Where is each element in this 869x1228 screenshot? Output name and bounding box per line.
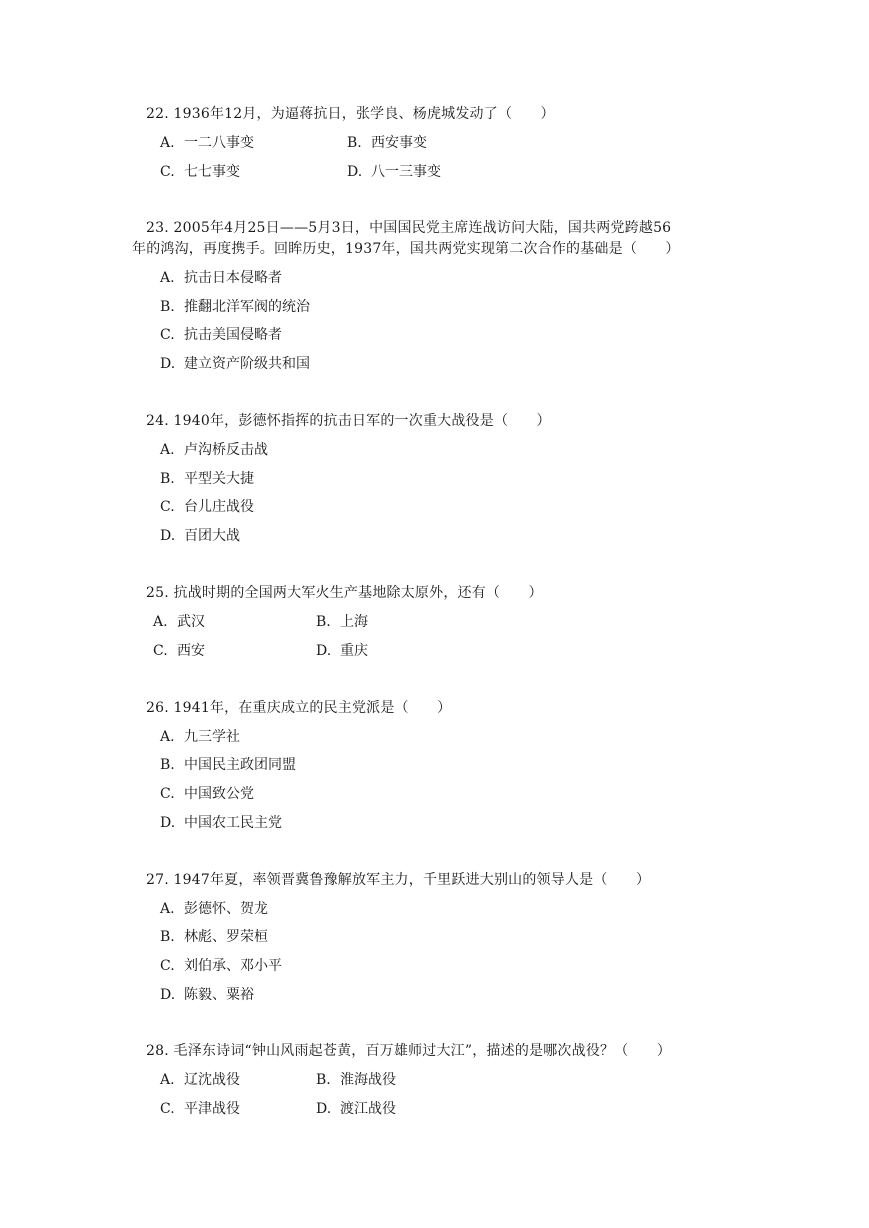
- option-letter: D.: [160, 815, 176, 831]
- option-c: [160, 787, 254, 801]
- option-letter: D.: [160, 356, 176, 372]
- option-a: [160, 271, 282, 285]
- option-a: [160, 730, 240, 744]
- option-b: [316, 1073, 396, 1087]
- option-text: 西安事变: [371, 135, 427, 151]
- option-letter: A.: [160, 270, 175, 286]
- option-letter: B.: [316, 614, 331, 630]
- option-letter: C.: [160, 327, 175, 343]
- option-text: 平型关大捷: [184, 471, 254, 487]
- option-text: 八一三事变: [371, 164, 441, 180]
- option-text: 渡江战役: [340, 1101, 396, 1117]
- question-stem: 28. 毛泽东诗词“钟山风雨起苍黄，百万雄师过大江”，描述的是哪次战役？（ ）: [146, 1043, 672, 1059]
- option-b: [316, 615, 368, 629]
- option-letter: C.: [160, 786, 175, 802]
- option-b: [160, 300, 310, 314]
- option-a: [160, 902, 268, 916]
- option-b: [160, 472, 254, 486]
- option-letter: C.: [153, 643, 168, 659]
- option-a: [160, 1073, 240, 1087]
- option-letter: C.: [160, 499, 175, 515]
- option-letter: B.: [160, 471, 175, 487]
- option-letter: D.: [316, 1101, 332, 1117]
- option-d: [160, 816, 282, 830]
- option-letter: A.: [153, 614, 168, 630]
- option-text: 刘伯承、邓小平: [184, 958, 282, 974]
- option-text: 抗击日本侵略者: [184, 270, 282, 286]
- option-text: 林彪、罗荣桓: [184, 929, 268, 945]
- option-text: 台儿庄战役: [184, 499, 254, 515]
- option-d: [347, 165, 441, 179]
- option-c: [160, 328, 282, 342]
- option-letter: D.: [160, 987, 176, 1003]
- option-b: [347, 136, 427, 150]
- option-d: [160, 357, 310, 371]
- option-letter: A.: [160, 729, 175, 745]
- option-letter: B.: [160, 757, 175, 773]
- option-b: [160, 930, 268, 944]
- option-text: 卢沟桥反击战: [184, 442, 268, 458]
- option-text: 百团大战: [184, 528, 240, 544]
- question-stem: 22. 1936年12月，为逼蒋抗日，张学良、杨虎城发动了（ ）: [146, 106, 555, 122]
- option-letter: D.: [160, 528, 176, 544]
- option-text: 西安: [177, 643, 205, 659]
- option-text: 抗击美国侵略者: [184, 327, 282, 343]
- option-text: 七七事变: [184, 164, 240, 180]
- option-text: 推翻北洋军阀的统治: [184, 299, 310, 315]
- option-c: [153, 644, 205, 658]
- option-b: [160, 758, 296, 772]
- option-letter: B.: [160, 929, 175, 945]
- question-stem: 26. 1941年，在重庆成立的民主党派是（ ）: [146, 700, 452, 716]
- option-letter: C.: [160, 164, 175, 180]
- question-stem: 25. 抗战时期的全国两大军火生产基地除太原外，还有（ ）: [146, 585, 543, 601]
- option-letter: C.: [160, 1101, 175, 1117]
- option-text: 陈毅、粟裕: [184, 987, 254, 1003]
- question-stem-line-2: 年的鸿沟，再度携手。回眸历史，1937年，国共两党实现第二次合作的基础是（ ）: [132, 241, 680, 257]
- option-text: 武汉: [177, 614, 205, 630]
- option-d: [160, 988, 254, 1002]
- option-c: [160, 165, 240, 179]
- option-text: 九三学社: [184, 729, 240, 745]
- question-stem-line-1: 23. 2005年4月25日——5月3日，中国国民党主席连战访问大陆，国共两党跨越56: [146, 220, 672, 236]
- option-text: 一二八事变: [184, 135, 254, 151]
- option-text: 中国致公党: [184, 786, 254, 802]
- option-letter: A.: [160, 1072, 175, 1088]
- option-d: [160, 529, 240, 543]
- option-d: [316, 1102, 396, 1116]
- option-text: 辽沈战役: [184, 1072, 240, 1088]
- question-stem: 24. 1940年，彭德怀指挥的抗击日军的一次重大战役是（ ）: [146, 413, 551, 429]
- option-letter: B.: [316, 1072, 331, 1088]
- option-a: [153, 615, 205, 629]
- option-letter: B.: [160, 299, 175, 315]
- option-text: 淮海战役: [340, 1072, 396, 1088]
- option-letter: C.: [160, 958, 175, 974]
- option-c: [160, 1102, 240, 1116]
- option-letter: A.: [160, 442, 175, 458]
- option-text: 中国农工民主党: [184, 815, 282, 831]
- option-text: 建立资产阶级共和国: [184, 356, 310, 372]
- option-letter: D.: [347, 164, 363, 180]
- option-letter: A.: [160, 901, 175, 917]
- option-text: 彭德怀、贺龙: [184, 901, 268, 917]
- option-letter: D.: [316, 643, 332, 659]
- question-stem: 27. 1947年夏，率领晋冀鲁豫解放军主力，千里跃进大别山的领导人是（ ）: [146, 872, 651, 888]
- option-letter: A.: [160, 135, 175, 151]
- option-text: 中国民主政团同盟: [184, 757, 296, 773]
- option-a: [160, 136, 254, 150]
- option-a: [160, 443, 268, 457]
- option-c: [160, 959, 282, 973]
- option-d: [316, 644, 368, 658]
- option-c: [160, 500, 254, 514]
- option-letter: B.: [347, 135, 362, 151]
- option-text: 重庆: [340, 643, 368, 659]
- option-text: 平津战役: [184, 1101, 240, 1117]
- option-text: 上海: [340, 614, 368, 630]
